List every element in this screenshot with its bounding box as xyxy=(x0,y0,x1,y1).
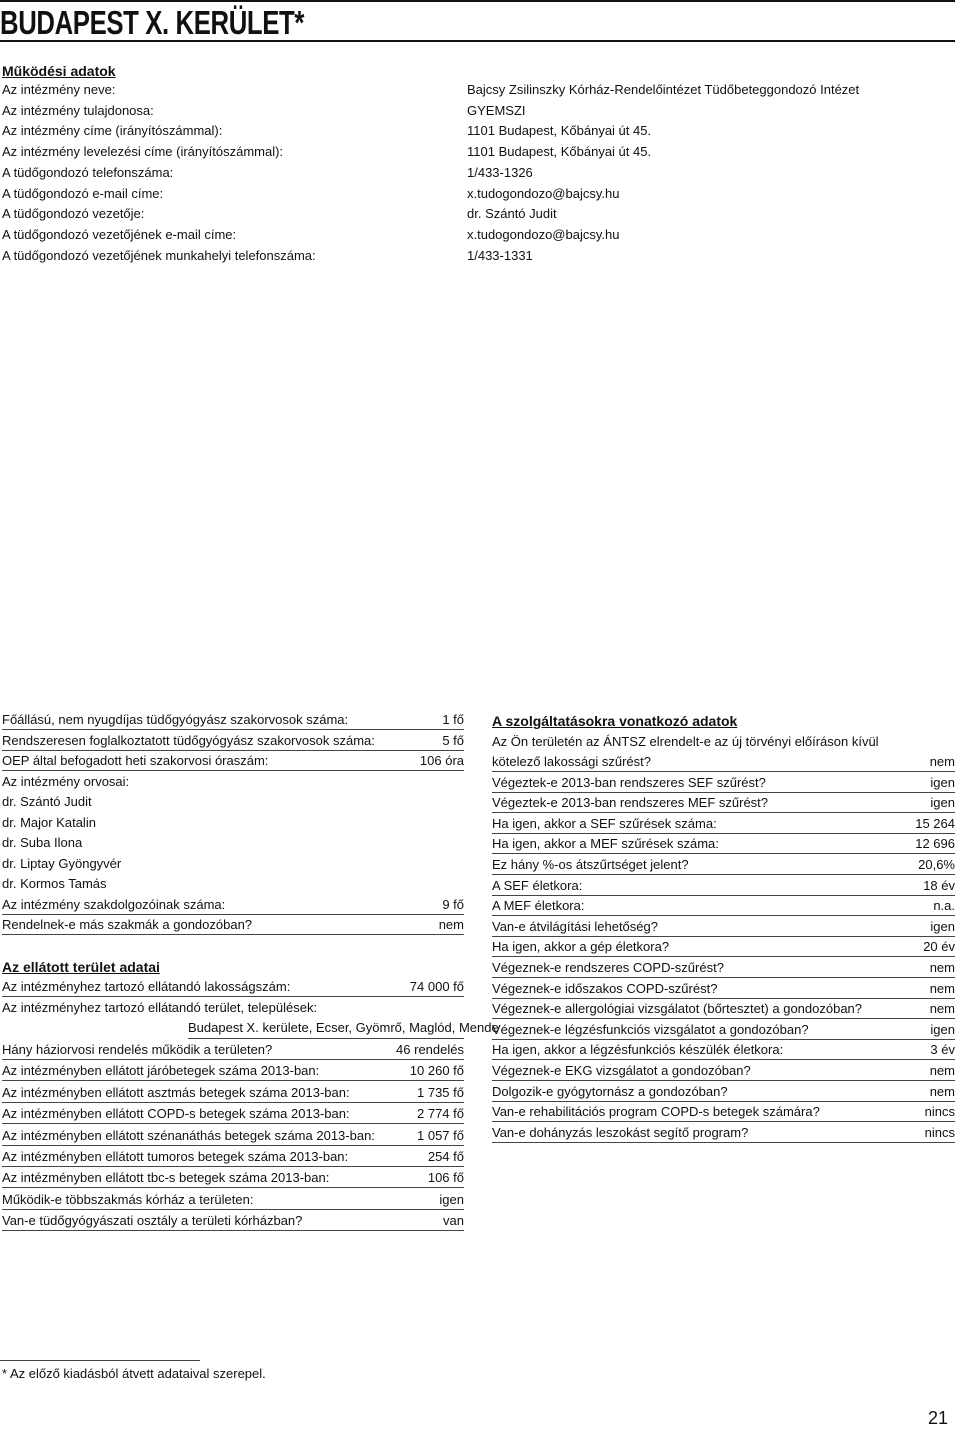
services-heading: A szolgáltatásokra vonatkozó adatok xyxy=(492,713,738,729)
row-value: GYEMSZI xyxy=(467,102,526,118)
row-label: Ha igen, akkor a légzésfunkciós készülék életkora: xyxy=(492,1042,784,1058)
service-row xyxy=(492,1020,955,1040)
row-label: Van-e tüdőgyógyászati osztály a területi kórházban? xyxy=(2,1213,303,1229)
area-heading: Az ellátott terület adatai xyxy=(2,959,160,975)
service-row xyxy=(492,814,955,834)
row-value: 5 fő xyxy=(442,732,464,748)
row-value: nincs xyxy=(924,1104,955,1120)
service-row xyxy=(492,855,955,875)
area-row xyxy=(2,1104,464,1124)
row-label: Az intézményben ellátott járóbetegek száma 2013-ban: xyxy=(2,1063,320,1079)
row-value: van xyxy=(443,1213,464,1229)
area-row xyxy=(2,1126,464,1146)
row-value: 106 óra xyxy=(419,753,464,768)
row-value: 10 260 fő xyxy=(409,1063,464,1079)
row-label: Végeznek-e rendszeres COPD-szűrést? xyxy=(492,960,724,975)
row-value: nem xyxy=(929,1063,955,1078)
row-value: 74 000 fő xyxy=(409,979,464,994)
info-row xyxy=(2,204,952,224)
row-label: Végeznek-e időszakos COPD-szűrést? xyxy=(492,980,718,996)
service-row xyxy=(492,876,955,896)
services-intro: Az Ön területén az ÁNTSZ elrendelt-e az új törvényi előíráson kívül xyxy=(492,734,879,749)
row-value: dr. Szántó Judit xyxy=(467,206,557,222)
row-label: Végeztek-e 2013-ban rendszeres SEF szűrést? xyxy=(492,774,766,790)
row-value: 12 696 xyxy=(915,836,955,852)
row-label: Van-e dohányzás leszokást segítő program? xyxy=(492,1124,749,1140)
row-label: OEP által befogadott heti szakorvosi óraszám: xyxy=(2,753,269,768)
row-value: igen xyxy=(930,795,955,811)
row-value: n.a. xyxy=(933,898,955,914)
service-row xyxy=(492,1061,955,1081)
service-row xyxy=(492,1123,955,1143)
row-label: A tüdőgondozó vezetőjének e-mail címe: xyxy=(2,226,237,242)
row-value: 1101 Budapest, Kőbányai út 45. xyxy=(467,123,652,139)
row-value: nem xyxy=(929,1083,955,1099)
row-label: Az intézmény szakdolgozóinak száma: xyxy=(2,896,226,912)
row-value: nem xyxy=(929,754,955,769)
row-label: Ez hány %-os átszűrtséget jelent? xyxy=(492,857,689,872)
info-row xyxy=(2,121,952,141)
row-value: 1/433-1331 xyxy=(467,247,533,263)
service-row xyxy=(492,1102,955,1122)
info-row xyxy=(2,184,952,204)
row-label: Az intézmény neve: xyxy=(2,82,116,97)
row-value: nem xyxy=(929,1001,955,1017)
doctor-name: dr. Szántó Judit xyxy=(2,794,92,809)
area-row xyxy=(2,1211,464,1231)
row-label: Végeznek-e allergológiai vizsgálatot (bőrtesztet) a gondozóban? xyxy=(492,1001,863,1017)
settlements-label: Az intézményhez tartozó ellátandó terület, települések: xyxy=(2,1000,318,1015)
row-label: Az intézményhez tartozó ellátandó lakosságszám: xyxy=(2,979,291,994)
row-value: x.tudogondozo@bajcsy.hu xyxy=(467,185,620,201)
row-label: Az intézményben ellátott tumoros betegek száma 2013-ban: xyxy=(2,1149,349,1164)
row-value: igen xyxy=(930,774,955,790)
service-row xyxy=(492,834,955,854)
info-row xyxy=(2,142,952,162)
area-row xyxy=(2,1190,464,1210)
area-row xyxy=(2,1061,464,1081)
row-label: Hány háziorvosi rendelés működik a területen? xyxy=(2,1042,273,1057)
service-row xyxy=(492,793,955,813)
staff-row xyxy=(2,731,464,751)
row-value: nincs xyxy=(924,1124,955,1140)
row-label: Ha igen, akkor a MEF szűrések száma: xyxy=(492,836,719,852)
row-label: Működik-e többszakmás kórház a területen: xyxy=(2,1191,254,1207)
row-label: Az intézményben ellátott tbc-s betegek száma 2013-ban: xyxy=(2,1170,330,1186)
row-label: Az intézményben ellátott COPD-s betegek száma 2013-ban: xyxy=(2,1106,350,1122)
row-value: 2 774 fő xyxy=(417,1106,464,1122)
row-label: kötelező lakossági szűrést? xyxy=(492,754,651,769)
row-value: 20,6% xyxy=(918,857,955,872)
population-row xyxy=(2,977,464,997)
service-row xyxy=(492,958,955,978)
row-label: A MEF életkora: xyxy=(492,898,585,914)
row-value: nem xyxy=(438,917,464,932)
service-row xyxy=(492,917,955,937)
row-label: A tüdőgondozó vezetőjének munkahelyi telefonszáma: xyxy=(2,247,316,263)
row-value: 1/433-1326 xyxy=(467,164,533,180)
info-row xyxy=(2,246,952,266)
row-label: Rendelnek-e más szakmák a gondozóban? xyxy=(2,917,253,932)
doctor-name: dr. Suba Ilona xyxy=(2,835,83,850)
row-label: Van-e átvilágítási lehetőség? xyxy=(492,918,658,934)
footnote-rule xyxy=(0,1360,200,1361)
row-value: 1 735 fő xyxy=(417,1084,464,1100)
settlements-value: Budapest X. kerülete, Ecser, Gyömrő, Maglód, Mende xyxy=(188,1018,464,1039)
info-row xyxy=(2,101,952,121)
row-label: A tüdőgondozó e-mail címe: xyxy=(2,185,164,201)
row-label: Főállású, nem nyugdíjas tüdőgyógyász szakorvosok száma: xyxy=(2,712,349,727)
row-value: igen xyxy=(930,1021,955,1037)
info-row xyxy=(2,225,952,245)
service-row xyxy=(492,937,955,957)
doctors-label: Az intézmény orvosai: xyxy=(2,773,130,789)
row-value: 1 fő xyxy=(442,712,464,727)
area-row xyxy=(2,1147,464,1167)
footnote: * Az előző kiadásból átvett adataival szerepel. xyxy=(2,1366,266,1381)
service-row xyxy=(492,1040,955,1060)
service-row xyxy=(492,999,955,1019)
row-label: Az intézmény levelezési címe (irányítószámmal): xyxy=(2,144,284,160)
row-value: 106 fő xyxy=(427,1170,464,1186)
operations-heading: Működési adatok xyxy=(2,63,116,79)
row-label: Végeznek-e EKG vizsgálatot a gondozóban? xyxy=(492,1063,751,1078)
page-title: BUDAPEST X. KERÜLET* xyxy=(0,4,304,41)
service-row xyxy=(492,773,955,793)
doctor-name: dr. Liptay Gyöngyvér xyxy=(2,855,122,871)
staff-row xyxy=(2,710,464,730)
row-label: Az intézményben ellátott asztmás betegek száma 2013-ban: xyxy=(2,1084,350,1100)
row-value: x.tudogondozo@bajcsy.hu xyxy=(467,226,620,242)
row-label: A tüdőgondozó vezetője: xyxy=(2,206,145,222)
row-value: Bajcsy Zsilinszky Kórház-Rendelőintézet Tüdőbeteggondozó Intézet xyxy=(467,82,860,97)
title-bar xyxy=(0,0,955,42)
doctor-name: dr. Kormos Tamás xyxy=(2,876,107,891)
staff-row xyxy=(2,915,464,935)
page-number: 21 xyxy=(927,1408,948,1428)
row-value: 15 264 xyxy=(915,815,955,831)
row-label: Az intézmény tulajdonosa: xyxy=(2,102,154,118)
row-label: Végeztek-e 2013-ban rendszeres MEF szűrést? xyxy=(492,795,769,811)
area-row xyxy=(2,1168,464,1188)
staff-row xyxy=(2,751,464,771)
area-row xyxy=(2,1083,464,1103)
row-label: Az intézmény címe (irányítószámmal): xyxy=(2,123,223,139)
row-label: Ha igen, akkor a SEF szűrések száma: xyxy=(492,815,717,831)
row-label: Végeznek-e légzésfunkciós vizsgálatot a gondozóban? xyxy=(492,1021,809,1037)
row-value: nem xyxy=(929,960,955,975)
row-value: 9 fő xyxy=(442,896,464,912)
row-value: igen xyxy=(930,918,955,934)
staff-row xyxy=(2,895,464,915)
row-value: 18 év xyxy=(923,877,955,893)
info-row xyxy=(2,80,952,100)
row-label: A tüdőgondozó telefonszáma: xyxy=(2,164,174,180)
area-row xyxy=(2,1040,464,1060)
row-value: 254 fő xyxy=(427,1149,464,1164)
row-value: 3 év xyxy=(930,1042,955,1058)
service-row xyxy=(492,896,955,916)
row-label: A SEF életkora: xyxy=(492,877,583,893)
row-value: nem xyxy=(929,980,955,996)
row-value: 1101 Budapest, Kőbányai út 45. xyxy=(467,144,652,160)
service-row xyxy=(492,752,955,772)
doctor-name: dr. Major Katalin xyxy=(2,814,96,830)
info-row xyxy=(2,163,952,183)
row-value: igen xyxy=(439,1191,464,1207)
row-label: Van-e rehabilitációs program COPD-s betegek számára? xyxy=(492,1104,820,1120)
service-row xyxy=(492,1082,955,1102)
row-label: Rendszeresen foglalkoztatott tüdőgyógyász szakorvosok száma: xyxy=(2,732,375,748)
service-row xyxy=(492,979,955,999)
row-value: 46 rendelés xyxy=(396,1042,464,1057)
row-value: 1 057 fő xyxy=(417,1127,464,1143)
row-label: Ha igen, akkor a gép életkora? xyxy=(492,939,670,955)
row-label: Az intézményben ellátott szénanáthás betegek száma 2013-ban: xyxy=(2,1127,375,1143)
row-value: 20 év xyxy=(923,939,955,955)
row-label: Dolgozik-e gyógytornász a gondozóban? xyxy=(492,1083,728,1099)
